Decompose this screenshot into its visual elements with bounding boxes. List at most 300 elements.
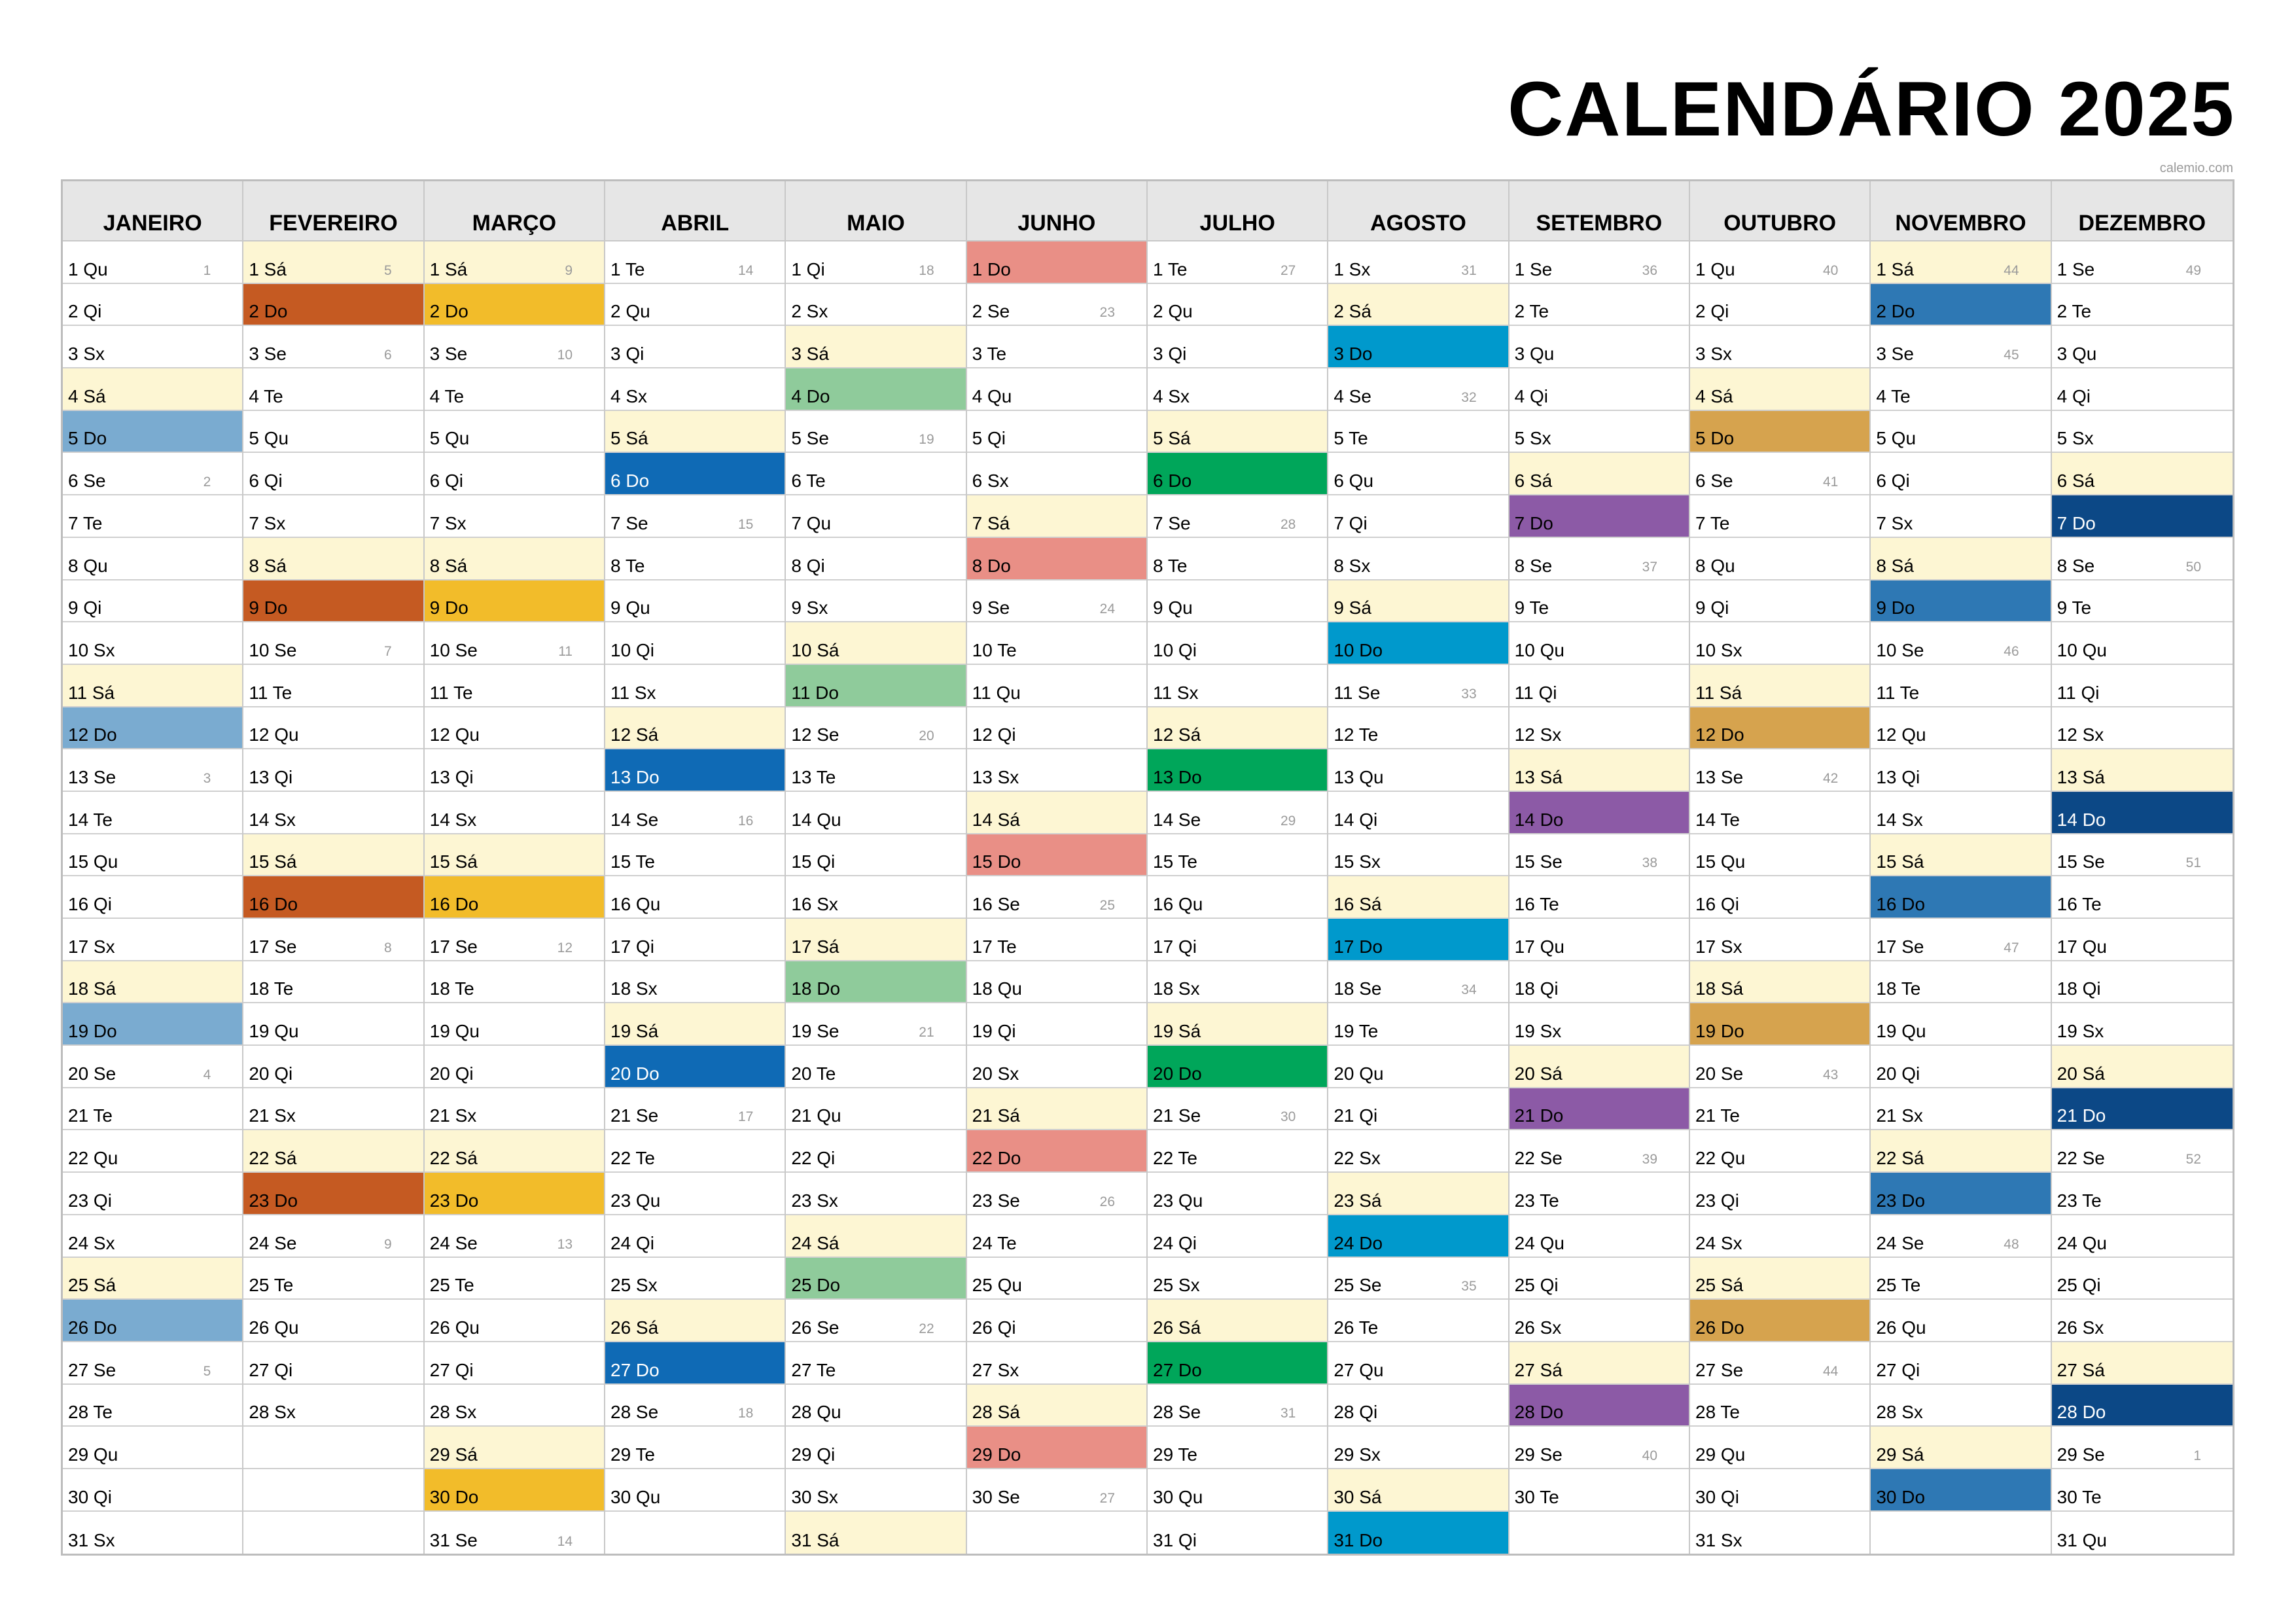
day-label: 15 Sá (1876, 851, 1924, 872)
day-label: 21 Qu (791, 1105, 841, 1126)
day-cell (1510, 1130, 1689, 1173)
day-label: 14 Qi (1333, 809, 1378, 830)
day-cell (1871, 580, 2050, 623)
day-cell (1328, 538, 1508, 580)
day-cell (243, 1342, 423, 1385)
day-label: 5 Te (1333, 428, 1368, 449)
day-label: 11 Qu (972, 682, 1021, 703)
day-label: 4 Qi (2057, 385, 2091, 406)
day-cell (1510, 1427, 1689, 1469)
day-label: 13 Te (791, 766, 836, 787)
day-cell (2052, 622, 2233, 665)
week-number: 2 (203, 474, 211, 490)
day-label: 20 Do (1153, 1063, 1202, 1084)
day-label: 26 Qu (249, 1317, 299, 1338)
week-number: 23 (1099, 305, 1115, 321)
day-cell (1148, 326, 1327, 368)
day-label: 1 Se (1514, 259, 1553, 279)
day-label: 21 Sx (249, 1105, 296, 1126)
day-label: 1 Te (610, 259, 645, 279)
day-label: 7 Sx (249, 512, 286, 533)
day-label: 13 Do (1153, 766, 1202, 787)
day-label: 23 Qu (610, 1190, 661, 1211)
day-label: 28 Te (68, 1402, 113, 1423)
day-cell (967, 453, 1146, 495)
day-label: 1 Te (1153, 259, 1188, 279)
week-number: 12 (557, 940, 573, 955)
day-cell (63, 241, 242, 284)
day-cell (1510, 580, 1689, 623)
week-number: 42 (1822, 770, 1839, 786)
week-number: 5 (203, 1363, 211, 1379)
day-label: 19 Sx (2057, 1021, 2104, 1042)
day-cell (1690, 749, 1869, 792)
day-cell (1690, 580, 1869, 623)
day-label: 5 Qi (972, 428, 1006, 449)
week-number: 7 (383, 643, 392, 659)
day-cell (1148, 1173, 1327, 1215)
day-cell (425, 919, 604, 961)
day-cell (1690, 876, 1869, 919)
day-label: 19 Sx (1514, 1021, 1562, 1042)
day-label: 6 Qu (1333, 471, 1374, 491)
day-cell (1690, 1512, 1869, 1554)
day-label: 5 Sx (1514, 428, 1551, 449)
day-cell (967, 580, 1146, 623)
day-label: 14 Se (610, 809, 659, 830)
day-cell (1148, 1215, 1327, 1258)
day-label: 26 Sá (1153, 1317, 1201, 1338)
week-number: 37 (1642, 559, 1657, 575)
day-cell (967, 1385, 1146, 1427)
day-label: 23 Sx (791, 1190, 838, 1211)
day-cell (425, 241, 604, 284)
day-cell (63, 368, 242, 411)
day-cell (243, 453, 423, 495)
day-label: 27 Qi (429, 1359, 474, 1380)
day-cell (1148, 495, 1327, 538)
day-label: 24 Sx (68, 1232, 115, 1253)
week-number: 3 (203, 770, 211, 786)
week-number: 4 (203, 1067, 211, 1082)
day-label: 7 Se (1153, 512, 1191, 533)
day-label: 13 Qi (249, 766, 293, 787)
day-label: 14 Qu (791, 809, 841, 830)
day-label: 24 Qi (1153, 1232, 1197, 1253)
day-cell (1328, 1088, 1508, 1131)
day-label: 23 Te (1514, 1190, 1559, 1211)
day-cell (605, 1130, 785, 1173)
day-cell (425, 326, 604, 368)
day-label: 11 Qi (2057, 682, 2100, 703)
day-label: 15 Qu (1695, 851, 1746, 872)
day-cell (2052, 1300, 2233, 1342)
day-cell (63, 792, 242, 834)
day-label: 2 Te (2057, 301, 2092, 322)
day-label: 25 Qi (1514, 1275, 1559, 1296)
day-label: 19 Qu (249, 1021, 299, 1042)
day-cell (63, 707, 242, 750)
day-label: 28 Te (1695, 1402, 1740, 1423)
day-cell (243, 326, 423, 368)
day-cell (605, 1088, 785, 1131)
day-label: 10 Sá (791, 639, 839, 660)
day-cell (1328, 1173, 1508, 1215)
day-cell (1148, 961, 1327, 1004)
day-label: 5 Qu (429, 428, 470, 449)
day-label: 9 Se (972, 597, 1010, 618)
day-label: 30 Te (2057, 1486, 2102, 1507)
day-cell (63, 1512, 242, 1554)
day-cell (967, 749, 1146, 792)
day-label: 6 Te (791, 471, 826, 491)
day-label: 31 Qu (2057, 1530, 2107, 1551)
day-cell (1871, 622, 2050, 665)
day-cell (2052, 876, 2233, 919)
day-label: 12 Qi (972, 724, 1016, 745)
day-cell (605, 876, 785, 919)
day-cell (1871, 1342, 2050, 1385)
day-cell (1510, 1003, 1689, 1046)
day-label: 24 Qi (610, 1232, 654, 1253)
day-label: 19 Se (791, 1021, 839, 1042)
week-number: 40 (1822, 262, 1839, 278)
week-number: 48 (2004, 1236, 2019, 1252)
day-label: 31 Qi (1153, 1530, 1197, 1551)
day-label: 6 Sá (2057, 471, 2095, 491)
day-cell (243, 284, 423, 327)
day-label: 26 Qu (429, 1317, 480, 1338)
week-number: 18 (919, 262, 934, 278)
day-cell (786, 1469, 965, 1512)
day-cell (1510, 792, 1689, 834)
day-label: 5 Do (1695, 428, 1735, 449)
day-cell (63, 538, 242, 580)
day-label: 8 Qi (791, 555, 825, 576)
day-cell (1871, 1003, 2050, 1046)
day-label: 3 Qi (610, 344, 645, 365)
day-label: 12 Se (791, 724, 839, 745)
empty-cell (243, 1469, 423, 1512)
month-header: ABRIL (605, 181, 785, 241)
day-label: 9 Te (2057, 597, 2092, 618)
day-cell (2052, 1258, 2233, 1300)
day-cell (2052, 580, 2233, 623)
day-label: 4 Do (791, 385, 830, 406)
day-label: 4 Sx (1153, 385, 1190, 406)
day-label: 16 Qi (68, 894, 112, 914)
day-cell (2052, 749, 2233, 792)
month-column-5 (786, 181, 966, 1554)
day-cell (243, 1385, 423, 1427)
week-number: 8 (383, 940, 392, 955)
day-cell (605, 1342, 785, 1385)
day-label: 13 Qi (1876, 766, 1920, 787)
day-label: 12 Sá (1153, 724, 1201, 745)
day-label: 27 Se (1695, 1359, 1744, 1380)
day-label: 18 Qu (972, 978, 1022, 999)
day-label: 1 Sá (429, 259, 468, 279)
day-label: 3 Qi (1153, 344, 1187, 365)
day-cell (1328, 1342, 1508, 1385)
day-label: 16 Do (429, 894, 479, 914)
day-cell (2052, 1427, 2233, 1469)
day-cell (2052, 326, 2233, 368)
day-cell (1148, 411, 1327, 454)
day-cell (605, 961, 785, 1004)
week-number: 21 (919, 1025, 934, 1041)
day-cell (1510, 1300, 1689, 1342)
day-label: 22 Sá (429, 1148, 478, 1169)
day-label: 16 Te (2057, 894, 2102, 914)
empty-cell (605, 1512, 785, 1554)
day-cell (425, 1427, 604, 1469)
day-cell (967, 919, 1146, 961)
day-cell (967, 665, 1146, 707)
week-number: 19 (919, 432, 934, 448)
day-label: 30 Do (429, 1486, 479, 1507)
day-cell (1510, 749, 1689, 792)
day-cell (1148, 284, 1327, 327)
day-cell (786, 749, 965, 792)
week-number: 24 (1099, 601, 1115, 617)
day-label: 1 Qu (1695, 259, 1735, 279)
day-label: 15 Te (1153, 851, 1197, 872)
day-cell (243, 919, 423, 961)
day-label: 6 Sá (1514, 471, 1553, 491)
day-label: 30 Sx (791, 1486, 838, 1507)
day-cell (605, 1003, 785, 1046)
day-cell (1510, 1046, 1689, 1088)
day-cell (1148, 538, 1327, 580)
day-cell (63, 1003, 242, 1046)
day-label: 29 Qi (791, 1444, 836, 1465)
day-cell (1328, 1300, 1508, 1342)
day-label: 28 Sx (1876, 1402, 1923, 1423)
day-label: 15 Se (2057, 851, 2105, 872)
day-label: 10 Se (249, 639, 297, 660)
day-label: 18 Se (1333, 978, 1382, 999)
day-label: 10 Qi (610, 639, 654, 660)
day-label: 29 Sx (1333, 1444, 1381, 1465)
day-cell (243, 538, 423, 580)
day-label: 7 Sá (972, 512, 1010, 533)
day-label: 30 Sá (1333, 1486, 1382, 1507)
day-label: 11 Sá (1695, 682, 1742, 703)
day-label: 17 Do (1333, 936, 1383, 957)
day-cell (1510, 453, 1689, 495)
day-cell (786, 961, 965, 1004)
day-label: 22 Te (1153, 1148, 1197, 1169)
day-label: 20 Te (791, 1063, 836, 1084)
day-cell (1328, 326, 1508, 368)
day-cell (786, 241, 965, 284)
day-label: 13 Do (610, 766, 660, 787)
day-cell (1148, 665, 1327, 707)
day-cell (1510, 1088, 1689, 1131)
week-number: 41 (1822, 474, 1839, 490)
day-label: 3 Te (972, 344, 1007, 365)
day-cell (967, 961, 1146, 1004)
day-cell (605, 1427, 785, 1469)
day-cell (967, 1427, 1146, 1469)
day-cell (1871, 834, 2050, 877)
day-cell (605, 792, 785, 834)
day-cell (425, 1512, 604, 1554)
day-label: 6 Qi (1876, 471, 1910, 491)
day-cell (63, 453, 242, 495)
day-cell (1148, 1088, 1327, 1131)
day-label: 27 Te (791, 1359, 836, 1380)
week-number: 46 (2004, 643, 2019, 659)
day-cell (63, 876, 242, 919)
day-label: 11 Te (249, 682, 292, 703)
day-label: 12 Do (68, 724, 117, 745)
day-label: 26 Qi (972, 1317, 1016, 1338)
day-cell (605, 580, 785, 623)
month-column-6 (967, 181, 1148, 1554)
day-label: 17 Se (249, 936, 297, 957)
day-label: 2 Qi (1695, 301, 1729, 322)
day-label: 22 Qi (791, 1148, 836, 1169)
day-cell (786, 368, 965, 411)
day-label: 26 Sx (2057, 1317, 2104, 1338)
day-label: 7 Te (68, 512, 103, 533)
day-cell (967, 1469, 1146, 1512)
day-cell (1510, 411, 1689, 454)
day-label: 20 Se (1695, 1063, 1744, 1084)
day-cell (1510, 961, 1689, 1004)
day-cell (1148, 580, 1327, 623)
day-label: 7 Sx (1876, 512, 1913, 533)
day-label: 27 Sá (1514, 1359, 1563, 1380)
day-label: 28 Se (1153, 1402, 1201, 1423)
day-label: 28 Sx (249, 1402, 296, 1423)
day-cell (2052, 495, 2233, 538)
day-cell (425, 1173, 604, 1215)
day-cell (2052, 707, 2233, 750)
day-cell (425, 453, 604, 495)
day-label: 12 Qu (429, 724, 480, 745)
day-cell (1871, 961, 2050, 1004)
day-label: 28 Do (2057, 1402, 2106, 1423)
day-cell (1148, 1046, 1327, 1088)
day-label: 12 Sá (610, 724, 659, 745)
week-number: 44 (2004, 262, 2019, 278)
day-cell (63, 580, 242, 623)
week-number: 50 (2185, 559, 2201, 575)
day-label: 27 Do (610, 1359, 660, 1380)
day-label: 8 Te (610, 555, 645, 576)
day-cell (605, 1385, 785, 1427)
day-cell (967, 241, 1146, 284)
day-label: 16 Qu (610, 894, 661, 914)
day-cell (63, 284, 242, 327)
day-label: 25 Qi (2057, 1275, 2101, 1296)
day-cell (425, 1088, 604, 1131)
day-label: 3 Qu (2057, 344, 2097, 365)
day-label: 5 Se (791, 428, 829, 449)
day-cell (2052, 1046, 2233, 1088)
day-label: 11 Te (1876, 682, 1920, 703)
day-label: 20 Sá (1514, 1063, 1563, 1084)
week-number: 49 (2185, 262, 2201, 278)
day-label: 9 Qi (68, 597, 102, 618)
day-cell (1871, 876, 2050, 919)
week-number: 16 (737, 813, 754, 829)
day-cell (1510, 368, 1689, 411)
month-header: JUNHO (967, 181, 1146, 241)
day-cell (786, 1130, 965, 1173)
week-number: 43 (1822, 1067, 1839, 1082)
day-cell (243, 834, 423, 877)
day-label: 17 Qu (2057, 936, 2107, 957)
day-label: 19 Qi (972, 1021, 1016, 1042)
day-label: 22 Sá (1876, 1148, 1924, 1169)
day-cell (967, 1003, 1146, 1046)
day-cell (1328, 834, 1508, 877)
day-label: 17 Sx (1695, 936, 1742, 957)
day-cell (63, 622, 242, 665)
day-cell (1871, 1046, 2050, 1088)
day-label: 21 Do (2057, 1105, 2106, 1126)
day-label: 14 Sx (429, 809, 477, 830)
day-label: 25 Qu (972, 1275, 1022, 1296)
day-cell (2052, 961, 2233, 1004)
day-cell (243, 707, 423, 750)
day-label: 11 Sx (1153, 682, 1199, 703)
day-cell (786, 1385, 965, 1427)
day-cell (1690, 707, 1869, 750)
day-label: 12 Sx (2057, 724, 2104, 745)
week-number: 39 (1642, 1152, 1657, 1168)
day-cell (1690, 1046, 1869, 1088)
day-cell (605, 707, 785, 750)
day-cell (243, 1173, 423, 1215)
day-label: 21 Sx (429, 1105, 477, 1126)
day-label: 29 Do (972, 1444, 1021, 1465)
day-label: 26 Qu (1876, 1317, 1926, 1338)
day-label: 23 Do (249, 1190, 298, 1211)
day-label: 28 Qu (791, 1402, 841, 1423)
day-label: 27 Se (68, 1359, 116, 1380)
day-cell (1328, 1258, 1508, 1300)
day-label: 23 Qi (1695, 1190, 1739, 1211)
week-number: 18 (737, 1406, 754, 1421)
day-label: 25 Te (429, 1275, 474, 1296)
day-cell (605, 1258, 785, 1300)
day-cell (1690, 453, 1869, 495)
day-label: 17 Qi (610, 936, 654, 957)
day-label: 6 Se (68, 471, 106, 491)
day-cell (1871, 1258, 2050, 1300)
day-cell (1690, 1003, 1869, 1046)
empty-cell (1510, 1512, 1689, 1554)
day-cell (425, 368, 604, 411)
day-cell (1510, 834, 1689, 877)
day-cell (1148, 1469, 1327, 1512)
day-cell (605, 1300, 785, 1342)
day-cell (786, 1046, 965, 1088)
day-label: 25 Sx (610, 1275, 658, 1296)
week-number: 52 (2185, 1152, 2201, 1168)
week-number: 36 (1642, 262, 1657, 278)
day-label: 8 Sá (1876, 555, 1914, 576)
day-label: 6 Do (610, 471, 650, 491)
day-label: 25 Se (1333, 1275, 1382, 1296)
day-cell (1328, 665, 1508, 707)
day-label: 6 Qi (249, 471, 283, 491)
